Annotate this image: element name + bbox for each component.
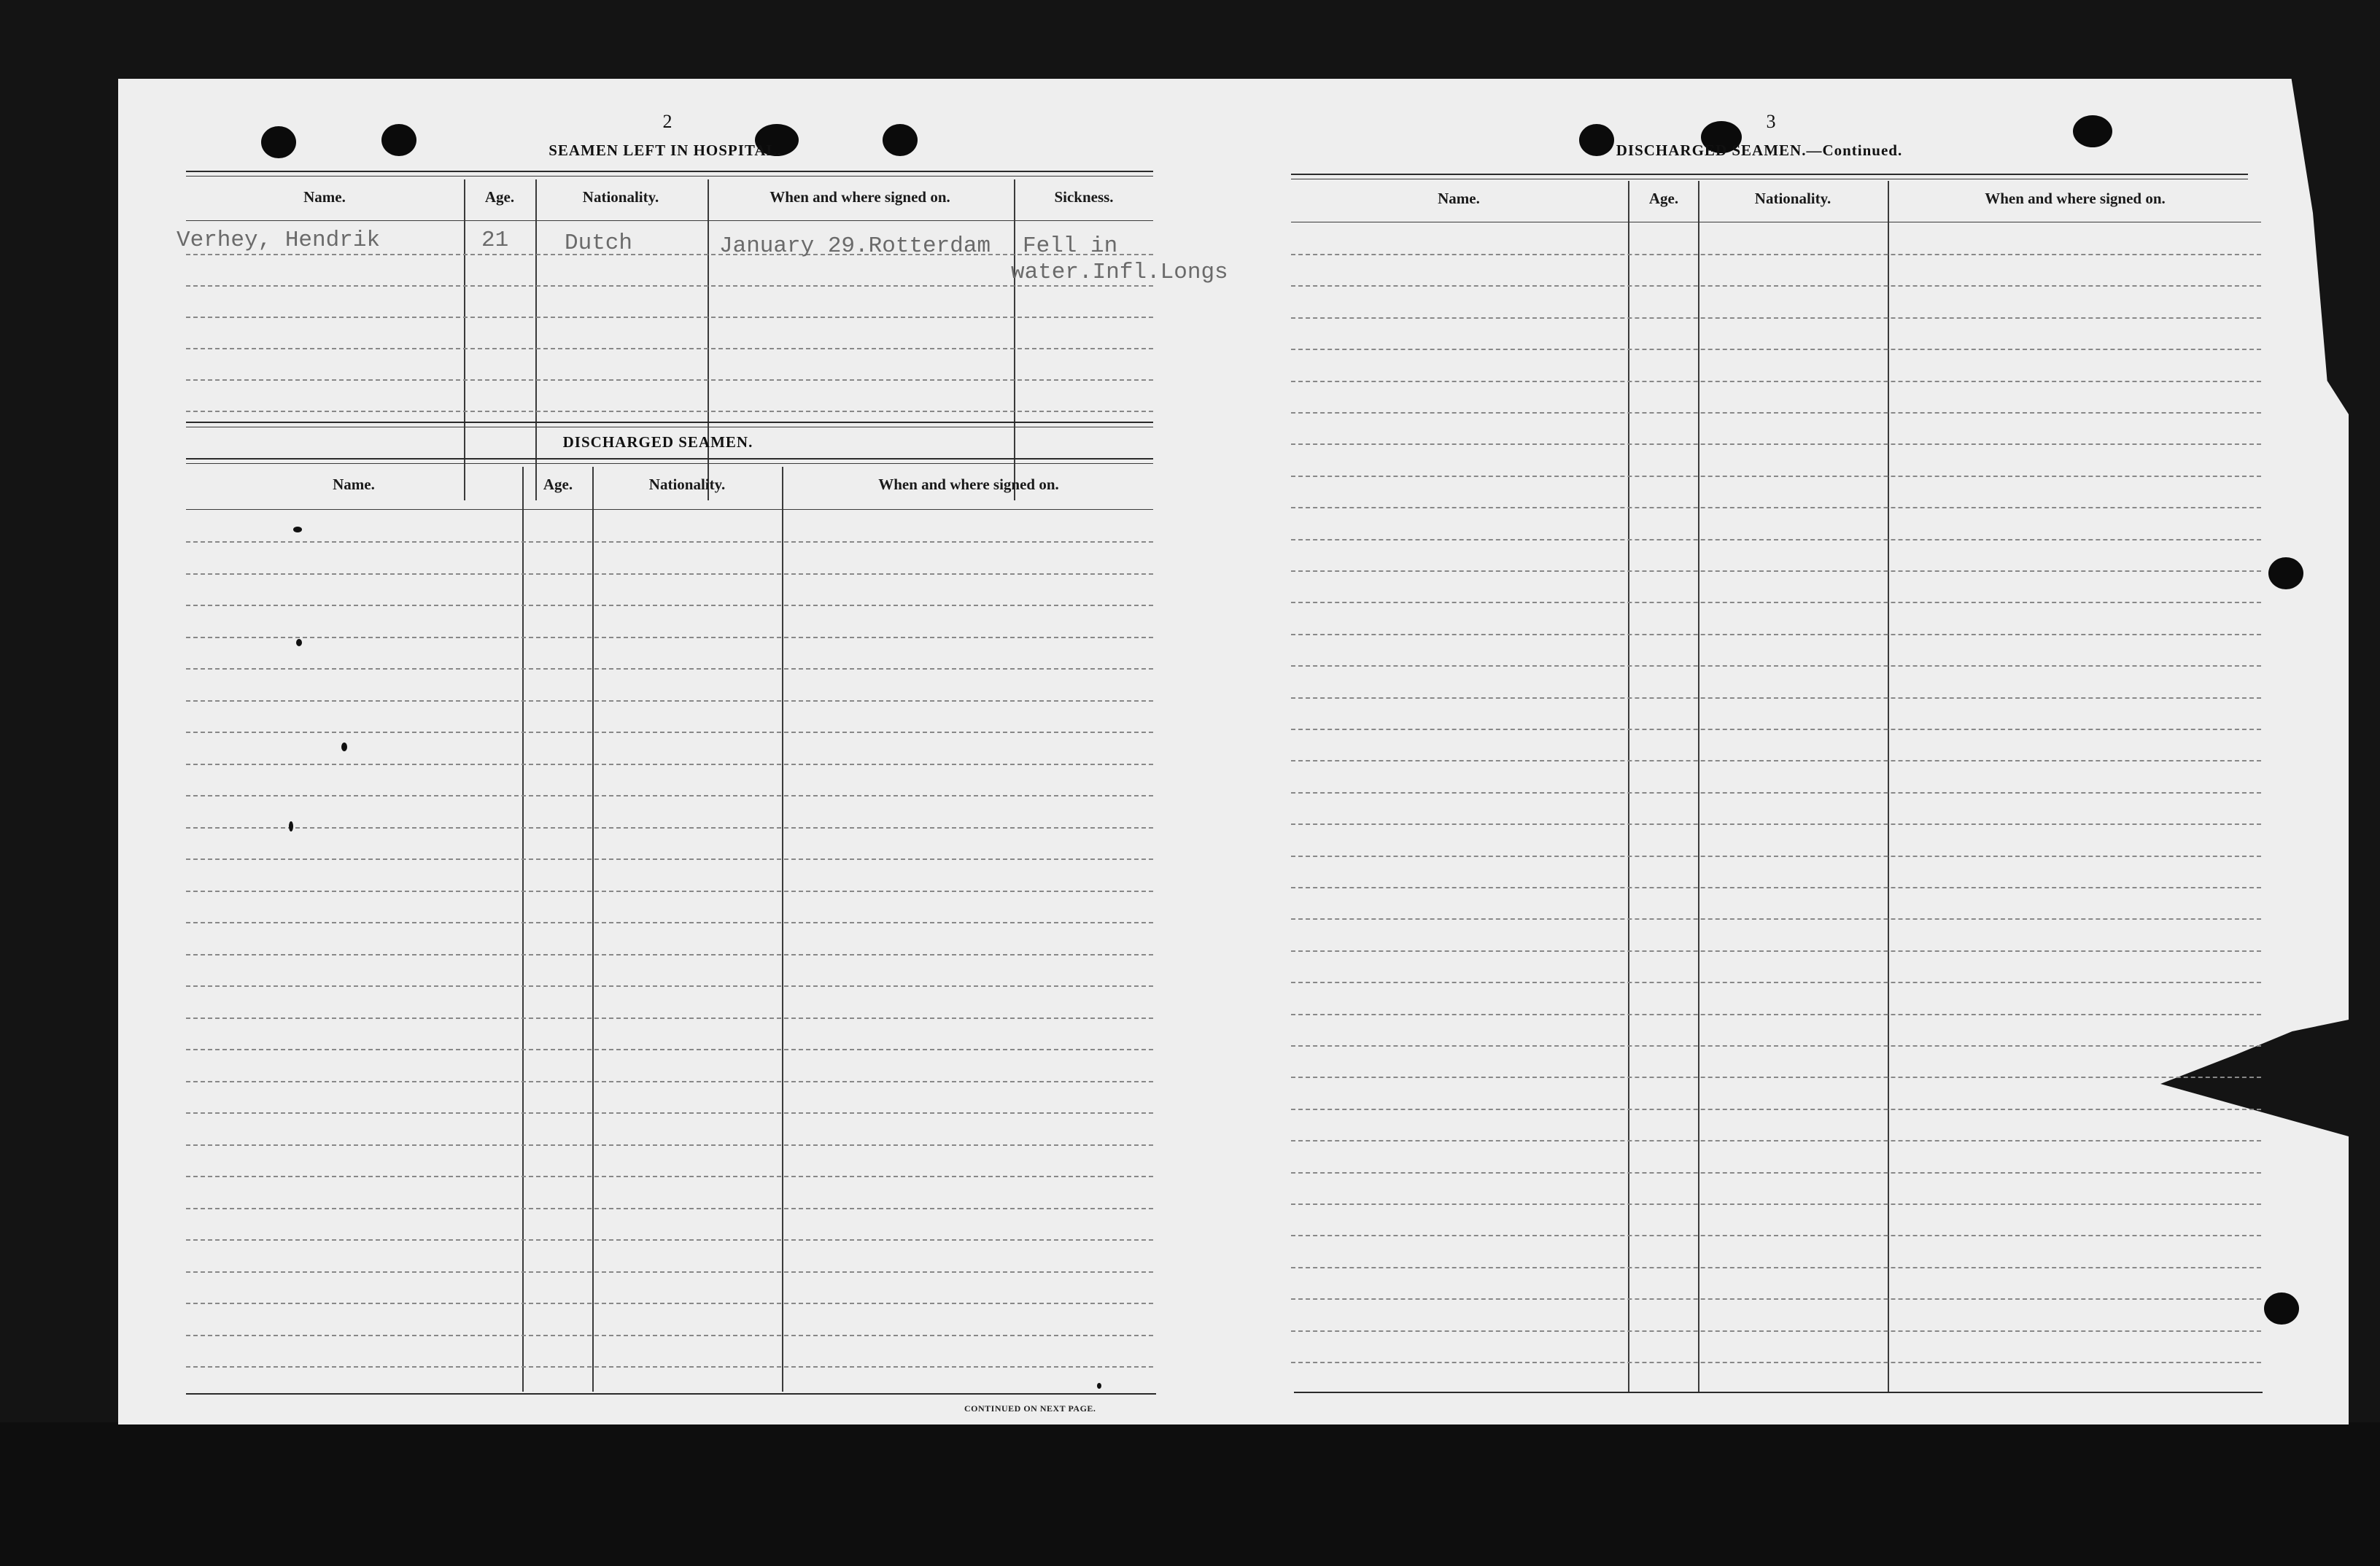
col-head-nationality: Nationality.: [582, 188, 659, 206]
ruled-line: [186, 1208, 1153, 1209]
ruled-line: [1291, 507, 2261, 508]
ruled-line: [1291, 697, 2261, 699]
punch-hole: [883, 124, 918, 156]
ruled-line: [1291, 254, 2261, 255]
col-head-nationality: Nationality.: [1754, 190, 1831, 207]
film-background: [0, 1422, 2380, 1566]
col-head-age: Age.: [1648, 190, 1679, 207]
ruled-line: [1291, 285, 2261, 287]
col-head-sickness: Sickness.: [1054, 188, 1114, 206]
ruled-line: [186, 1335, 1153, 1336]
ruled-line: [186, 1176, 1153, 1177]
ruled-line: [1291, 1362, 2261, 1363]
col-head-signed-on: When and where signed on.: [878, 476, 1059, 493]
punch-hole: [1579, 124, 1614, 156]
ruled-line: [186, 954, 1153, 956]
ruled-line: [186, 254, 1153, 255]
ruled-line: [1291, 1330, 2261, 1332]
ruled-line: [1291, 570, 2261, 572]
page-number-right: 3: [1766, 111, 1776, 132]
hospital-section-title: SEAMEN LEFT IN HOSPITAL.: [549, 142, 782, 159]
ruled-line: [186, 922, 1153, 923]
ruled-line: [1291, 1235, 2261, 1236]
torn-edge: [2277, 79, 2349, 414]
col-head-name: Name.: [303, 188, 346, 206]
ruled-line: [1291, 918, 2261, 920]
ruled-line: [186, 700, 1153, 702]
ink-speck: [341, 743, 347, 751]
punch-hole: [2264, 1292, 2299, 1325]
punch-hole: [2268, 557, 2303, 589]
col-divider: [708, 179, 709, 500]
ruled-line: [186, 1303, 1153, 1304]
hospital-row-name: Verhey, Hendrik: [177, 228, 381, 253]
col-head-name: Name.: [1438, 190, 1480, 207]
col-divider: [1014, 179, 1015, 500]
ruled-line: [1291, 602, 2261, 603]
col-divider: [464, 179, 465, 500]
ruled-line: [1291, 950, 2261, 952]
ruled-line: [186, 317, 1153, 318]
ruled-line: [186, 795, 1153, 796]
ruled-line: [1291, 539, 2261, 540]
ruled-line: [1291, 887, 2261, 888]
ruled-line: [1291, 760, 2261, 761]
hospital-row-age: 21: [481, 228, 509, 253]
ruled-line: [1291, 1298, 2261, 1300]
col-divider: [535, 179, 537, 500]
ruled-line: [1291, 823, 2261, 825]
hospital-row-sickness-1: Fell in: [1023, 233, 1118, 259]
rule: [186, 422, 1153, 423]
ruled-line: [1291, 1045, 2261, 1047]
rule: [1294, 1392, 2263, 1393]
hospital-row-sickness-2: water.Infl.Longs: [1011, 260, 1228, 285]
ruled-line: [186, 1144, 1153, 1146]
page-number-left: 2: [662, 111, 672, 132]
ink-speck: [293, 527, 302, 532]
ruled-line: [186, 1049, 1153, 1050]
rule: [186, 463, 1153, 464]
punch-hole: [261, 126, 296, 158]
rule: [186, 1393, 1156, 1395]
col-divider: [1698, 181, 1699, 1392]
col-head-signed-on: When and where signed on.: [770, 188, 950, 206]
ruled-line: [186, 891, 1153, 892]
ruled-line: [186, 637, 1153, 638]
ruled-line: [1291, 856, 2261, 857]
ruled-line: [1291, 412, 2261, 414]
ruled-line: [186, 985, 1153, 987]
ruled-line: [186, 732, 1153, 733]
ruled-line: [1291, 982, 2261, 983]
col-head-name: Name.: [333, 476, 375, 493]
ruled-line: [1291, 665, 2261, 667]
ruled-line: [1291, 381, 2261, 382]
ruled-line: [186, 827, 1153, 829]
ruled-line: [1291, 476, 2261, 477]
ruled-line: [186, 541, 1153, 543]
col-divider: [1628, 181, 1629, 1392]
ruled-line: [186, 858, 1153, 860]
ruled-line: [186, 1081, 1153, 1082]
ruled-line: [186, 379, 1153, 381]
ruled-line: [186, 348, 1153, 349]
ruled-line: [186, 1017, 1153, 1019]
ruled-line: [1291, 1077, 2261, 1078]
col-head-signed-on: When and where signed on.: [1985, 190, 2166, 207]
rule: [186, 220, 1153, 221]
ruled-line: [186, 668, 1153, 670]
ruled-line: [186, 285, 1153, 287]
ruled-line: [1291, 634, 2261, 635]
hospital-row-signed-on: January 29.Rotterdam: [719, 233, 991, 259]
ink-speck: [289, 821, 293, 832]
ruled-line: [1291, 1203, 2261, 1205]
ruled-line: [186, 1112, 1153, 1114]
ruled-line: [186, 1271, 1153, 1273]
rule: [1291, 174, 2248, 175]
ruled-line: [1291, 1140, 2261, 1141]
hospital-row-nationality: Dutch: [565, 230, 633, 256]
ruled-line: [1291, 443, 2261, 445]
ruled-line: [186, 605, 1153, 606]
punch-hole: [381, 124, 416, 156]
rule: [186, 171, 1153, 172]
ruled-line: [1291, 792, 2261, 794]
ruled-line: [186, 411, 1153, 412]
ruled-line: [1291, 1172, 2261, 1174]
ruled-line: [1291, 729, 2261, 730]
ruled-line: [186, 764, 1153, 765]
ruled-line: [186, 573, 1153, 575]
col-head-nationality: Nationality.: [648, 476, 726, 493]
right-section-title: DISCHARGED SEAMEN.—Continued.: [1616, 142, 1903, 159]
ruled-line: [186, 1366, 1153, 1368]
rule: [186, 509, 1153, 510]
ruled-line: [1291, 1109, 2261, 1110]
ink-speck: [1097, 1383, 1101, 1389]
punch-hole: [2073, 115, 2112, 147]
col-divider: [1888, 181, 1889, 1392]
ruled-line: [1291, 1267, 2261, 1268]
manifest-sheet: [118, 79, 2349, 1424]
continued-note: CONTINUED ON NEXT PAGE.: [964, 1403, 1096, 1414]
ruled-line: [186, 1239, 1153, 1241]
ruled-line: [1291, 317, 2261, 319]
ruled-line: [1291, 1014, 2261, 1015]
rule: [186, 458, 1153, 460]
col-head-age: Age.: [543, 476, 573, 493]
ink-speck: [296, 639, 302, 646]
rule: [186, 176, 1153, 177]
discharged-section-title: DISCHARGED SEAMEN.: [562, 433, 753, 451]
col-head-age: Age.: [484, 188, 515, 206]
ruled-line: [1291, 349, 2261, 350]
